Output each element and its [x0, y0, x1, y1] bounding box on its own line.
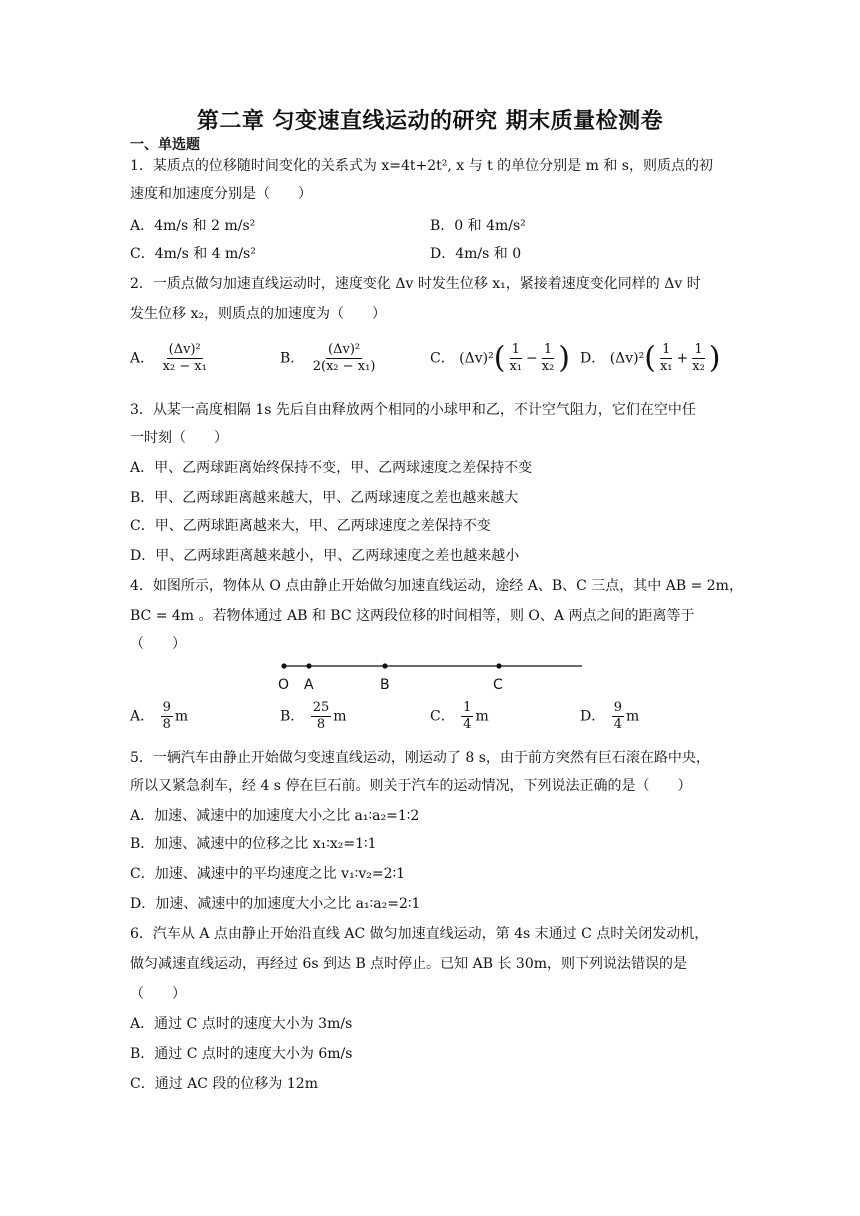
section-heading: 一、单选题 — [130, 137, 200, 153]
option-label: C． — [430, 350, 455, 367]
option-label: D． — [580, 708, 606, 725]
q4-stem-line1: 4．如图所示，物体从 O 点由静止开始做匀加速直线运动，途经 A、B、C 三点，其中 AB = 2m， — [130, 578, 743, 594]
plus-sign: + — [676, 350, 689, 367]
delta-v-squared: (Δv)² — [459, 350, 494, 367]
q3-stem-line1: 3．从某一高度相隔 1s 先后自由释放两个相同的小球甲和乙，不计空气阻力，它们在空中任 — [130, 402, 696, 418]
fraction-numerator: (Δv)² — [168, 342, 201, 357]
q1-option-b: B．0 和 4m/s² — [430, 218, 526, 234]
q4-stem-line3: （ ） — [130, 636, 186, 652]
option-label: D． — [580, 350, 606, 367]
unit: m — [174, 708, 189, 725]
point-c-label: C — [493, 677, 503, 693]
q5-option-b: B．加速、减速中的位移之比 x₁∶x₂=1∶1 — [130, 836, 377, 852]
q2-option-c: C． (Δv)²( $\frac{1}{\text{x₁}}$ − $\frac{1}{\text{x₂}}$ ) — [430, 340, 570, 376]
q6-stem-line3: （ ） — [130, 986, 186, 1002]
fraction: $\frac{9}{8}$ — [162, 700, 171, 732]
unit: m — [475, 708, 489, 725]
fraction: $\frac{1}{4}$ — [463, 700, 472, 732]
fraction: $\frac{1}{\text{x₂}}$ — [541, 342, 555, 374]
fraction-denominator: x₂ − x₁ — [162, 359, 207, 374]
q1-stem-line2: 速度和加速度分别是（ ） — [130, 186, 312, 202]
q3-option-a: A．甲、乙两球距离始终保持不变，甲、乙两球速度之差保持不变 — [130, 460, 533, 476]
fraction: $\frac{9}{4}$ — [613, 700, 622, 732]
q4-stem-line2: BC = 4m 。若物体通过 AB 和 BC 这两段位移的时间相等，则 O、A 两点之间的距离等于 — [130, 608, 695, 624]
fraction: $\frac{25}{8}$ — [312, 700, 330, 732]
q4-option-b — [280, 700, 347, 733]
delta-v-squared: (Δv)² — [609, 350, 645, 367]
q3-option-b: B．甲、乙两球距离越来越大，甲、乙两球速度之差也越来越大 — [130, 490, 519, 506]
q6-option-a: A．通过 C 点时的速度大小为 3m/s — [130, 1016, 353, 1032]
option-label: C． — [430, 708, 455, 725]
option-label: B． — [280, 708, 305, 725]
point-o-label: O — [278, 677, 290, 693]
q6-option-c: C．通过 AC 段的位移为 12m — [130, 1076, 318, 1092]
point-b-label: B — [380, 677, 390, 693]
page-title: 第二章 匀变速直线运动的研究 期末质量检测卷 — [196, 109, 664, 134]
q5-stem-line2: 所以又紧急刹车，经 4 s 停在巨石前。则关于汽车的运动情况，下列说法正确的是（ ） — [130, 778, 692, 794]
fraction: $\frac{1}{\text{x₁}}$ — [509, 342, 522, 374]
fraction-numerator: (Δv)² — [328, 342, 361, 357]
fraction: $\frac{1}{\text{x₁}}$ — [659, 342, 673, 374]
fraction-denominator: 2(x₂ − x₁) — [312, 359, 376, 374]
q3-option-d: D．甲、乙两球距离越来越小，甲、乙两球速度之差也越来越小 — [130, 548, 520, 564]
point-a-dot — [306, 663, 311, 668]
q4-option-d — [580, 700, 639, 733]
q5-option-d: D．加速、减速中的加速度大小之比 a₁∶a₂=2∶1 — [130, 896, 421, 912]
q2-stem-line2: 发生位移 x₂，则质点的加速度为（ ） — [130, 306, 386, 322]
q5-stem-line1: 5．一辆汽车由静止开始做匀变速直线运动，刚运动了 8 s，由于前方突然有巨石滚在路中央， — [130, 750, 710, 766]
q2-option-a — [130, 342, 211, 375]
q5-option-a: A．加速、减速中的加速度大小之比 a₁∶a₂=1∶2 — [130, 808, 420, 824]
q3-option-c: C．甲、乙两球距离越来大，甲、乙两球速度之差保持不变 — [130, 518, 491, 534]
point-c-dot — [496, 663, 501, 668]
option-label: A． — [130, 708, 155, 725]
q4-option-a — [130, 700, 188, 733]
q2-stem-line1: 2．一质点做匀加速直线运动时，速度变化 Δv 时发生位移 x₁，紧接着速度变化同样的 Δv 时 — [130, 276, 701, 292]
option-label: A． — [130, 350, 155, 367]
unit: m — [333, 708, 347, 725]
q1-option-c: C．4m/s 和 4 m/s² — [130, 246, 256, 262]
unit: m — [625, 708, 640, 725]
q2-option-b — [280, 342, 379, 375]
point-o-dot — [281, 663, 286, 668]
q1-stem-line1: 1．某质点的位移随时间变化的关系式为 x=4t+2t², x 与 t 的单位分别是 m 和 s，则质点的初 — [130, 158, 713, 174]
option-label: B． — [280, 350, 305, 367]
fraction — [311, 342, 378, 375]
q6-stem-line1: 6．汽车从 A 点由静止开始沿直线 AC 做匀加速直线运动，第 4s 末通过 C 点时关闭发动机， — [130, 926, 709, 942]
q4-option-c — [430, 700, 489, 733]
q4-line-diagram — [270, 656, 590, 696]
q2-option-d: D． (Δv)²( $\frac{1}{\text{x₁}}$ + $\frac{1}{\text{x₂}}$ ) — [580, 340, 721, 376]
fraction: $\frac{1}{\text{x₂}}$ — [692, 342, 705, 374]
q3-stem-line2: 一时刻（ ） — [130, 430, 228, 446]
q1-option-d: D．4m/s 和 0 — [430, 246, 522, 262]
minus-sign: − — [526, 350, 538, 367]
fraction — [161, 342, 209, 375]
q1-option-a: A．4m/s 和 2 m/s² — [130, 218, 256, 234]
q5-option-c: C．加速、减速中的平均速度之比 v₁∶v₂=2∶1 — [130, 866, 406, 882]
q6-stem-line2: 做匀减速直线运动，再经过 6s 到达 B 点时停止。已知 AB 长 30m，则下列说法错误的是 — [130, 956, 688, 972]
point-b-dot — [382, 663, 387, 668]
q6-option-b: B．通过 C 点时的速度大小为 6m/s — [130, 1046, 353, 1062]
point-a-label: A — [304, 677, 314, 693]
